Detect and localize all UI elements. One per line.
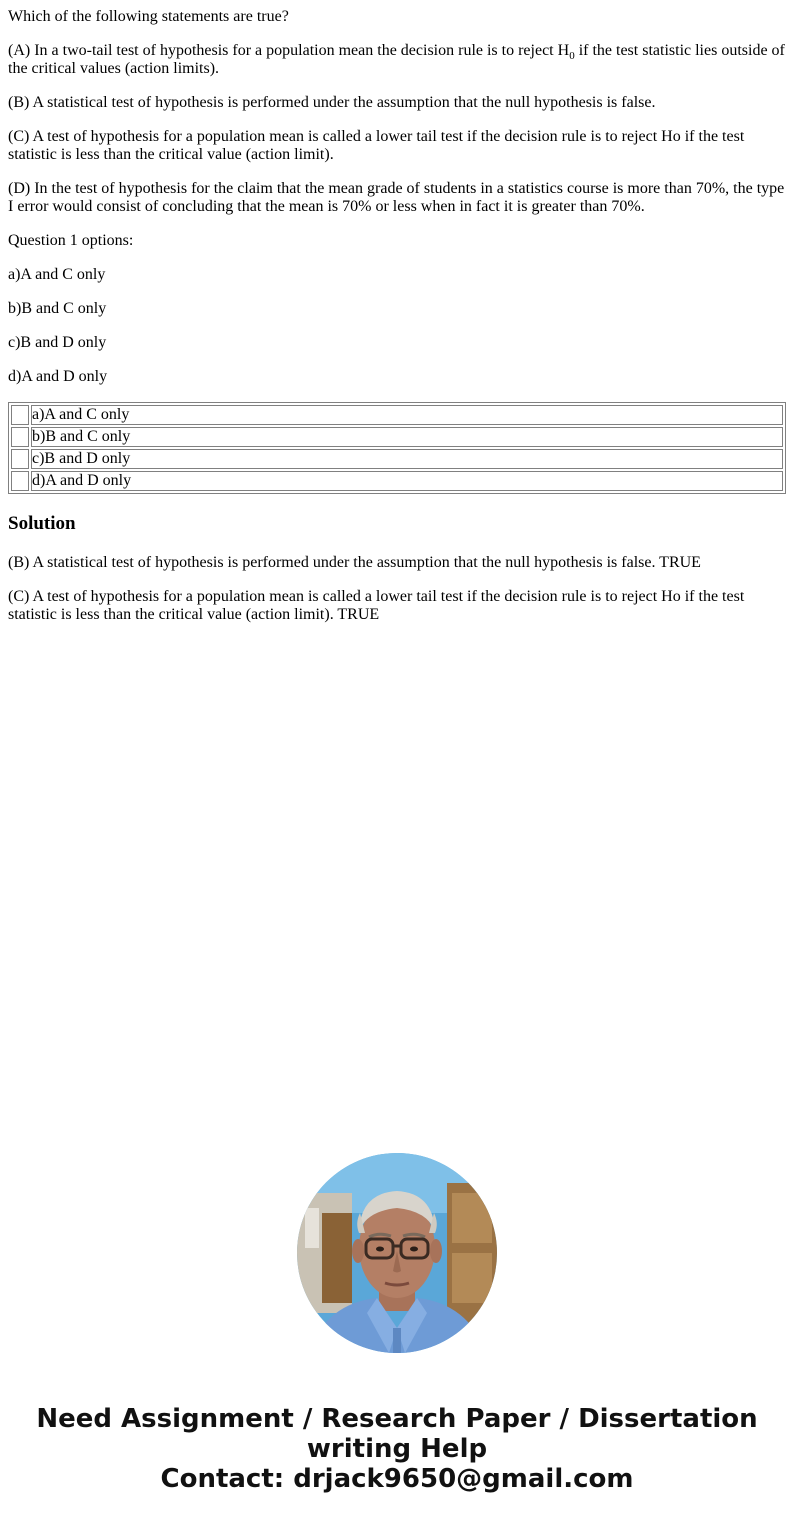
- options-table-row[interactable]: [11, 405, 783, 425]
- statement-b: (B) A statistical test of hypothesis is performed under the assumption that the null hypothesis is false.: [8, 94, 656, 111]
- contact-banner-line3: Contact: drjack9650@gmail.com: [160, 1464, 634, 1494]
- solution-line-c: (C) A test of hypothesis for a population mean is called a lower tail test if the decision rule is to reject Ho if the test statistic is less than the critical value (action limit). TRUE: [8, 588, 745, 623]
- solution-heading: Solution: [8, 513, 76, 534]
- option-d-text: d)A and D only: [8, 368, 108, 385]
- solution-line-b: (B) A statistical test of hypothesis is performed under the assumption that the null hypothesis is false. TRUE: [8, 554, 701, 571]
- statement-a-text-rest: if the test statistic lies outside of the critical values (action limits).: [8, 42, 785, 77]
- option-b-text: b)B and C only: [8, 300, 107, 317]
- option-select-box[interactable]: [11, 449, 29, 469]
- options-heading: Question 1 options:: [8, 232, 134, 249]
- options-table-cell[interactable]: a)A and C only: [31, 405, 783, 425]
- contact-banner: [0, 1404, 794, 1494]
- options-table-cell[interactable]: d)A and D only: [31, 471, 783, 491]
- option-c-text: c)B and D only: [8, 334, 107, 351]
- options-table-row[interactable]: [11, 471, 783, 491]
- contact-banner-line2: writing Help: [306, 1434, 488, 1464]
- statement-a-text: (A) In a two-tail test of hypothesis for a population mean the decision rule is to reject H: [8, 42, 570, 59]
- options-table-cell[interactable]: c)B and D only: [31, 449, 783, 469]
- statement-c: (C) A test of hypothesis for a population mean is called a lower tail test if the decision rule is to reject Ho if the test statistic is less than the critical value (action limit).: [8, 128, 745, 163]
- option-a-text: a)A and C only: [8, 266, 106, 283]
- question-intro: Which of the following statements are true?: [8, 8, 289, 25]
- options-table-row[interactable]: [11, 449, 783, 469]
- options-table: [8, 402, 786, 494]
- statement-d: (D) In the test of hypothesis for the claim that the mean grade of students in a statistics course is more than 70%, the type I error would consist of concluding that the mean is 70% or less when in fact it is greater than 70%.: [8, 180, 785, 215]
- page-content: [0, 0, 794, 624]
- option-select-box[interactable]: [11, 427, 29, 447]
- option-select-box[interactable]: [11, 471, 29, 491]
- options-table-cell[interactable]: b)B and C only: [31, 427, 783, 447]
- statement-a-subscript: 0: [569, 50, 575, 63]
- statement-a: [8, 42, 786, 78]
- author-avatar: [297, 1153, 497, 1353]
- options-table-row[interactable]: [11, 427, 783, 447]
- option-select-box[interactable]: [11, 405, 29, 425]
- contact-banner-line1: Need Assignment / Research Paper / Dissertation: [36, 1404, 758, 1434]
